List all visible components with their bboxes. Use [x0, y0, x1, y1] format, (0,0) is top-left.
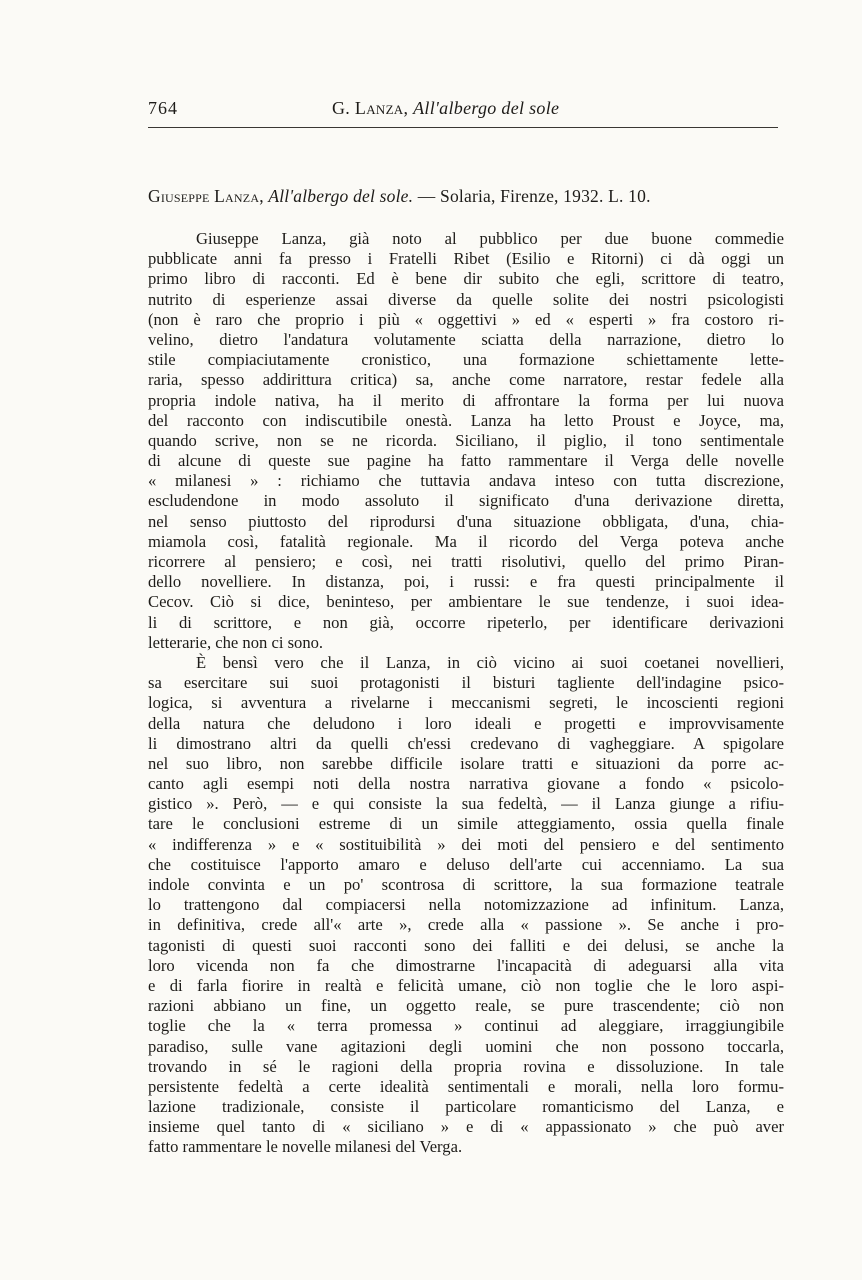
- text-line: canto agli esempi noti della nostra narrativa giovane a fondo « psicolo-: [148, 774, 784, 794]
- text-line: li di scrittore, e non già, occorre ripeterlo, per identificare derivazioni: [148, 612, 784, 632]
- text-line: Giuseppe Lanza, già noto al pubblico per due buone commedie: [196, 229, 784, 248]
- text-line: dello novelliere. In distanza, poi, i russi: e fra questi principalmente il: [148, 572, 784, 592]
- text-line: loro vicenda non fa che dimostrarne l'incapacità di adeguarsi alla vita: [148, 955, 784, 975]
- text-line: paradiso, sulle vane agitazioni degli uomini che non possono toccarla,: [148, 1036, 784, 1056]
- text-line: propria indole nativa, ha il merito di affrontare la forma per lui nuova: [148, 390, 784, 410]
- running-head-author: G. Lanza,: [332, 98, 409, 118]
- review-body: [148, 229, 784, 1158]
- text-line: (non è raro che proprio i più « oggettivi » ed « esperti » fra costoro ri-: [148, 309, 784, 329]
- page-number: 764: [148, 98, 178, 118]
- paragraph: [148, 229, 784, 653]
- text-line: razioni abbiano un fine, un oggetto reale, se pure trascendente; ciò non: [148, 996, 784, 1016]
- text-line: tare le conclusioni estreme di un simile atteggiamento, ossia quella finale: [148, 814, 784, 834]
- text-line: nel suo libro, non sarebbe difficile isolare tratti e situazioni da porre ac-: [148, 753, 784, 773]
- text-line: persistente fedeltà a certe idealità sentimentali e morali, nella loro formu-: [148, 1076, 784, 1096]
- paragraph: [148, 653, 784, 1158]
- text-line: quando scrive, non se ne ricorda. Siciliano, il piglio, il tono sentimentale: [148, 430, 784, 450]
- text-line: pubblicate anni fa presso i Fratelli Ribet (Esilio e Ritorni) ci dà oggi un: [148, 249, 784, 269]
- text-line: di alcune di queste sue pagine ha fatto rammentare il Verga delle novelle: [148, 451, 784, 471]
- text-line: stile compiaciutamente cronistico, una formazione schiettamente lette-: [148, 350, 784, 370]
- header-rule: [148, 127, 778, 128]
- text-line: tagonisti di questi suoi racconti sono dei falliti e dei delusi, se anche la: [148, 935, 784, 955]
- text-line: miamola così, fatalità regionale. Ma il ricordo del Verga poteva anche: [148, 531, 784, 551]
- text-line: che costituisce l'apporto amaro e deluso dell'arte cui accenniamo. La sua: [148, 854, 784, 874]
- text-line: in definitiva, crede all'« arte », crede alla « passione ». Se anche i pro-: [148, 915, 784, 935]
- text-line: del racconto con indiscutibile onestà. Lanza ha letto Proust e Joyce, ma,: [148, 410, 784, 430]
- text-line: letterarie, che non ci sono.: [148, 632, 324, 652]
- text-line: sa esercitare sui suoi protagonisti il bisturi tagliente dell'indagine psico-: [148, 673, 784, 693]
- text-line: raria, spesso addirittura critica) sa, anche come narratore, restar fedele alla: [148, 370, 784, 390]
- text-line: lo trattengono dal compiacersi nella notomizzazione ad infinitum. Lanza,: [148, 895, 784, 915]
- text-line: nutrito di esperienze assai diverse da quelle solite dei nostri psicologisti: [148, 289, 784, 309]
- text-line: primo libro di racconti. Ed è bene dir subito che egli, scrittore di teatro,: [148, 269, 784, 289]
- text-line: della natura che deludono i loro ideali e progetti e improvvisamente: [148, 713, 784, 733]
- text-line: gistico ». Però, — e qui consiste la sua fedeltà, — il Lanza giunge a rifiu-: [148, 794, 784, 814]
- review-book-title: All'albergo del sole.: [268, 186, 414, 206]
- text-line: Cecov. Ciò si dice, beninteso, per ambientare le sue tendenze, i suoi idea-: [148, 592, 784, 612]
- text-line: li dimostrano altri da quelli ch'essi credevano di vagheggiare. A spigolare: [148, 733, 784, 753]
- text-line: e di farla fiorire in realtà e felicità umane, ciò non toglie che le loro aspi-: [148, 975, 784, 995]
- review-publication: — Solaria, Firenze, 1932. L. 10.: [417, 186, 651, 206]
- text-line: velino, dietro l'andatura volutamente sciatta della narrazione, dietro lo: [148, 329, 784, 349]
- text-line: ricorrere al pensiero; e così, nei tratti risolutivi, quello del primo Piran-: [148, 552, 784, 571]
- review-heading: [148, 186, 788, 207]
- running-head: [332, 98, 559, 119]
- text-line: insieme quel tanto di « siciliano » e di « appassionato » che può aver: [148, 1117, 784, 1137]
- text-line: lazione tradizionale, consiste il particolare romanticismo del Lanza, e: [148, 1097, 784, 1117]
- text-line: toglie che la « terra promessa » continui ad aleggiare, irraggiungibile: [148, 1016, 784, 1036]
- text-line: logica, si avventura a rivelarne i meccanismi segreti, le incoscienti regioni: [148, 693, 784, 713]
- text-line: fatto rammentare le novelle milanesi del Verga.: [148, 1137, 463, 1157]
- text-line: nel senso piuttosto del riprodursi d'una situazione obbligata, d'una, chia-: [148, 511, 784, 531]
- text-line: È bensì vero che il Lanza, in ciò vicino ai suoi coetanei novellieri,: [196, 652, 784, 672]
- review-author-last: Lanza,: [214, 186, 264, 206]
- text-line: escludendone in modo assoluto il significato d'una derivazione diretta,: [148, 491, 784, 511]
- text-line: « indifferenza » e « sostituibilità » dei moti del pensiero e del sentimento: [148, 834, 784, 854]
- running-head-title: All'albergo del sole: [413, 98, 560, 118]
- text-line: indole convinta e un po' scontrosa di scrittore, la sua formazione teatrale: [148, 875, 784, 894]
- text-line: trovando in sé le ragioni della propria rovina e dissoluzione. In tale: [148, 1056, 784, 1076]
- review-author-first: Giuseppe: [148, 186, 210, 206]
- text-line: « milanesi » : richiamo che tuttavia andava inteso con tutta discrezione,: [148, 471, 784, 491]
